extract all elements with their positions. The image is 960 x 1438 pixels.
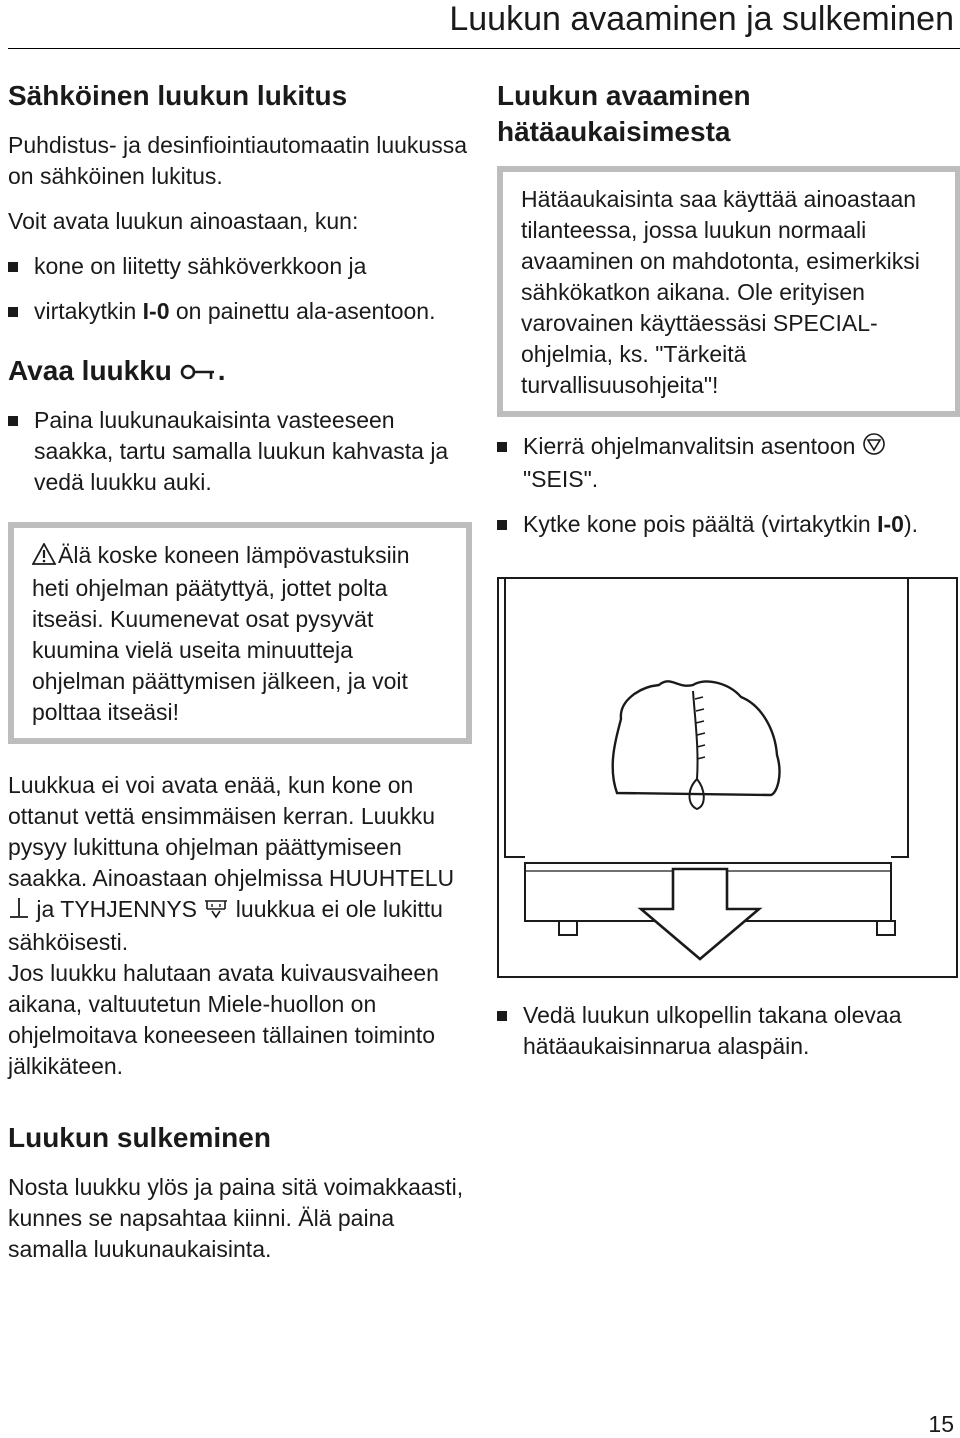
bullet-square-icon bbox=[497, 442, 507, 452]
list-item: Paina luukunaukaisinta vasteeseen saakka, tartu samalla luukun kahvasta ja vedä luukku auki. bbox=[8, 405, 468, 498]
list-item: Vedä luukun ulkopellin takana olevaa hätäaukaisinnarua alaspäin. bbox=[497, 1000, 952, 1062]
drain-program-icon bbox=[203, 895, 229, 927]
door-locked-paragraph: Luukkua ei voi avata enää, kun kone on ottanut vettä ensimmäisen kerran. Luukku pysyy lukittuna ohjelman päättymiseen saakka. Ainoastaan ohjelmissa HUUHTELU ja TYHJENNYS luukkua ei ole lukittu sähköisesti. Jos luukku halutaan avata kuivausvaiheen aikana, valtuutetun Miele-huollon on ohjelmoitava koneeseen tällainen toiminto jälkikäteen. bbox=[8, 772, 455, 1079]
right-column-lower bbox=[497, 1000, 952, 1062]
stop-position-icon bbox=[862, 432, 886, 464]
warning-triangle-icon bbox=[32, 542, 56, 573]
open-conditions-intro: Voit avata luukun ainoastaan, kun: bbox=[8, 208, 359, 234]
page-number: 15 bbox=[928, 1411, 954, 1437]
list-item: Kytke kone pois päältä (virtakytkin I-0). bbox=[497, 509, 923, 540]
emergency-info-text: Hätäaukaisinta saa käyttää ainoastaan tilanteessa, jossa luukun normaali avaaminen on mahdotonta, esimerkiksi sähkökatkon aikana. Ole erityisen varovainen käyttäessäsi SPECIAL-ohjelmia, ks. "Tärkeitä turvallisuusohjeita"! bbox=[521, 186, 920, 398]
closing-text: Nosta luukku ylös ja paina sitä voimakkaasti, kunnes se napsahtaa kiinni. Älä paina samalla luukunaukaisinta. bbox=[8, 1174, 464, 1262]
page-header-title: Luukun avaaminen ja sulkeminen bbox=[449, 0, 954, 38]
warning-text: Älä koske koneen lämpövastuksiin heti ohjelman päätyttyä, jottet polta itseäsi. Kuumenevat osat pysyvät kuumina vielä useita minuutteja ohjelman päättymisen jälkeen, ja voit polttaa itseäsi! bbox=[32, 542, 410, 725]
list-item: virtakytkin I-0 on painettu ala-asentoon. bbox=[8, 296, 468, 327]
electric-lock-intro: Puhdistus- ja desinfiointiautomaatin luukussa on sähköinen lukitus. bbox=[8, 132, 467, 189]
section-heading-open-door: Avaa luukku . bbox=[8, 353, 468, 391]
header-divider bbox=[8, 48, 960, 49]
bullet-square-icon bbox=[8, 416, 18, 426]
emergency-info-box bbox=[497, 166, 960, 417]
warning-box bbox=[8, 522, 472, 744]
list-item: kone on liitetty sähköverkkoon ja bbox=[8, 251, 468, 282]
key-icon bbox=[180, 355, 218, 391]
bullet-square-icon bbox=[497, 1011, 507, 1021]
section-heading-electric-lock: Sähköinen luukun lukitus bbox=[8, 80, 348, 111]
section-heading-closing: Luukun sulkeminen bbox=[8, 1122, 271, 1153]
bullet-square-icon bbox=[8, 262, 18, 272]
left-column bbox=[8, 78, 468, 1265]
bullet-square-icon bbox=[8, 307, 18, 317]
bullet-square-icon bbox=[497, 520, 507, 530]
section-heading-emergency-release: Luukun avaaminen hätäaukaisimesta bbox=[497, 80, 751, 147]
right-column bbox=[497, 78, 960, 540]
emergency-release-illustration bbox=[497, 577, 958, 978]
list-item: Kierrä ohjelmanvalitsin asentoon "SEIS". bbox=[497, 431, 933, 495]
rinse-program-icon bbox=[8, 896, 30, 927]
